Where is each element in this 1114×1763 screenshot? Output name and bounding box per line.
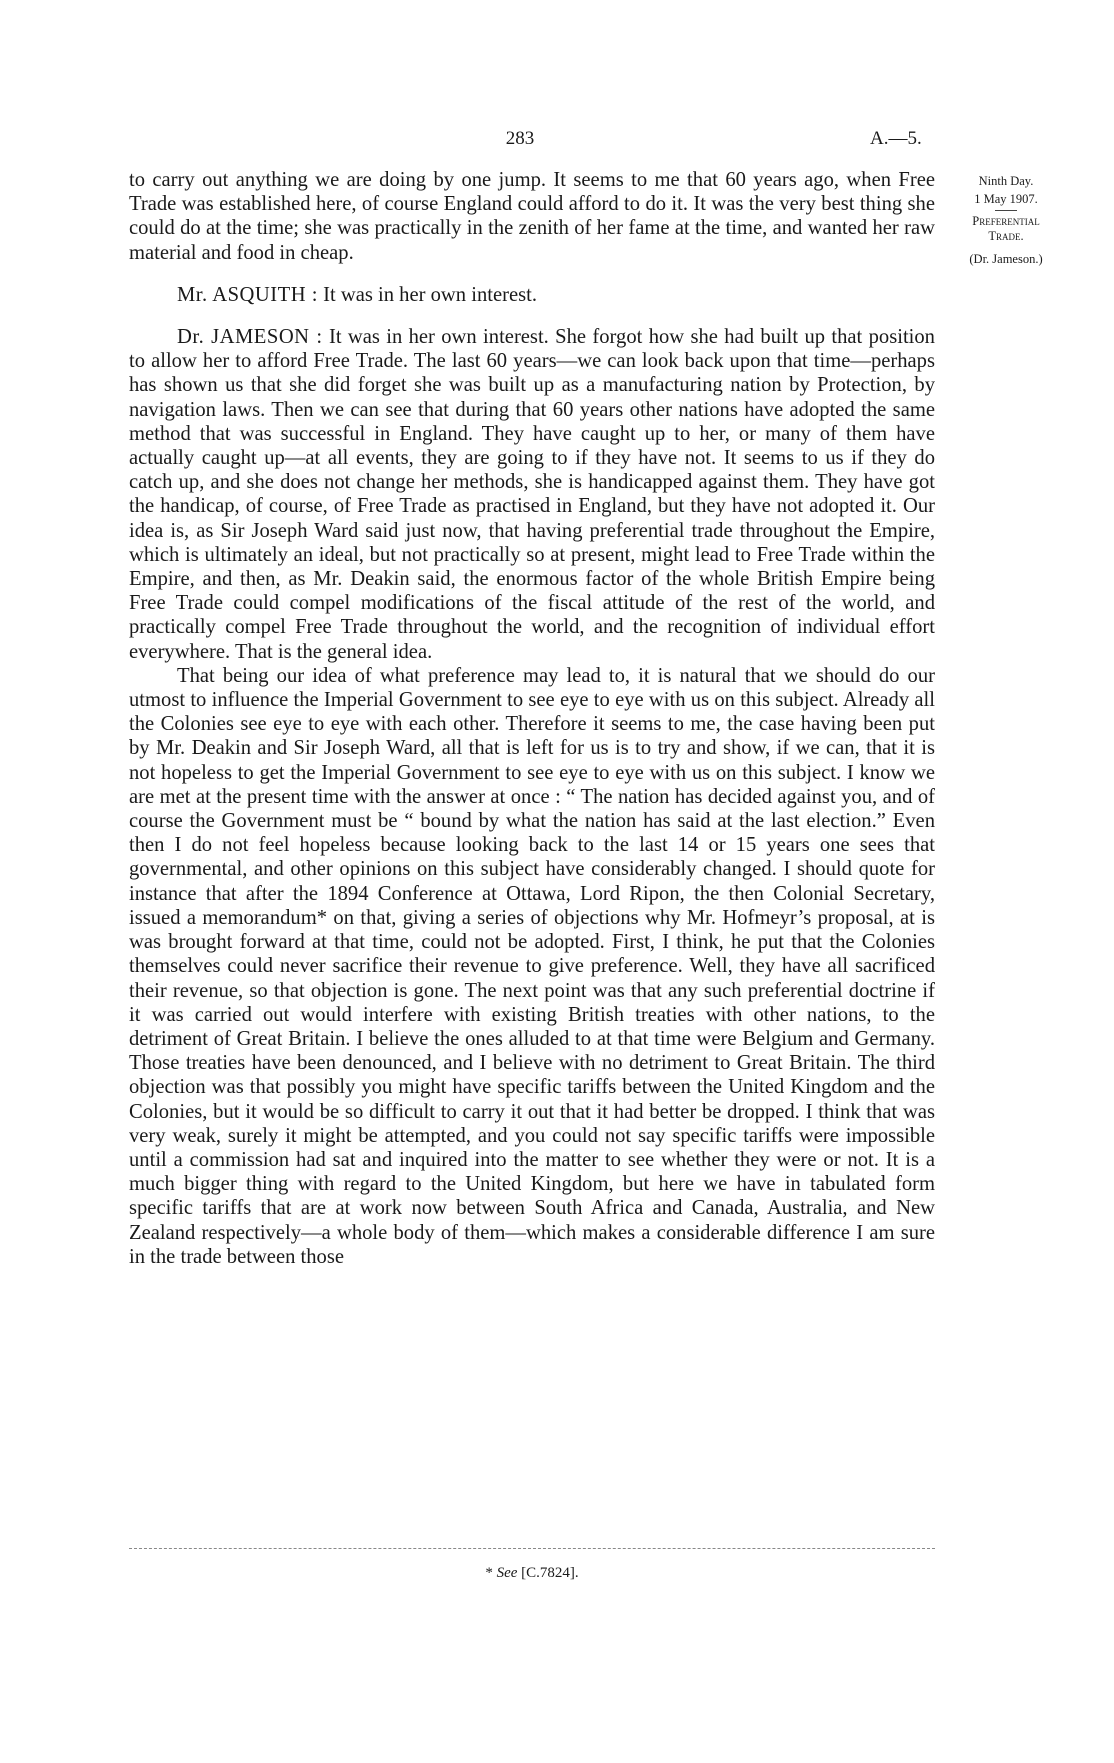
speech-text: It was in her own interest. She forgot how she had built up that position to allow her to afford Free Trade. The last 60 years—we can look back upon that time—perhaps has shown us that she did forget she was built up as a manufacturing nation by Protection, by navigation laws. Then we can see that during that 60 years other nations have adopted the same method that was successful in England. They have caught up to her, or many of them have actually caught up—at all events, they are going to if they have not. It seems to us if they do catch up, and she does not change her methods, she is handicapped against them. They have got the handicap, of course, of Free Trade as practised in England, but they have not adopted it. Our idea is, as Sir Joseph Ward said just now, that having preferential trade throughout the Empire, which is ultimately an ideal, but not practically so at present, might lead to Free Trade within the Empire, and then, as Mr. Deakin said, the enormous factor of the whole British Empire being Free Trade could compel modifications of the fiscal attitude of the rest of the world, and practically compel Free Trade throughout the world, and the recognition of individual effort everywhere. That is the general idea. bbox=[129, 326, 935, 663]
margin-note-subject-line1: Preferential bbox=[972, 214, 1040, 228]
margin-note-date: 1 May 1907. bbox=[974, 192, 1038, 206]
speaker-name: Dr. JAMESON : bbox=[177, 326, 323, 349]
document-reference: A.—5. bbox=[870, 128, 922, 149]
page-number: 283 bbox=[505, 128, 535, 149]
footnote-marker: * bbox=[485, 1565, 493, 1581]
margin-note-subject-line2: Trade. bbox=[988, 229, 1024, 243]
footnote-see: See bbox=[496, 1565, 518, 1581]
margin-note-divider bbox=[995, 210, 1017, 211]
paragraph-continuation: to carry out anything we are doing by one jump. It seems to me that 60 years ago, when Free Trade was established here, of course England could afford to do it. It was the very best thing she could do at the time; she was practically in the zenith of her fame at the time, and wanted her raw material and food in cheap. bbox=[129, 169, 935, 264]
margin-note-speaker: (Dr. Jameson.) bbox=[969, 252, 1043, 266]
footnote-divider bbox=[129, 1548, 935, 1549]
paragraph-asquith bbox=[129, 283, 935, 307]
speech-text: It was in her own interest. bbox=[323, 283, 538, 306]
paragraph-preference: That being our idea of what preference may lead to, it is natural that we should do our utmost to influence the Imperial Government to see eye to eye with us on this subject. Already all the Colonies see eye to eye with each other. Therefore it seems to me, the case having been put by Mr. Deakin and Sir Joseph Ward, all that is left for us is to try and show, if we can, that it is not hopeless to get the Imperial Government to see eye to eye with us on this subject. I know we are met at the present time with the answer at once : “ The nation has decided against you, and of course the Government must be “ bound by what the nation has said at the last election.” Even then I do not feel hopeless because looking back to the last 14 or 15 years one sees that governmental, and other opinions on this subject have considerably changed. I should quote for instance that after the 1894 Conference at Ottawa, Lord Ripon, the then Colonial Secretary, issued a memorandum* on that, giving a series of objections why Mr. Hofmeyr’s proposal, at is was brought forward at that time, could not be adopted. First, I think, he put that the Colonies themselves could never sacrifice their revenue to give preference. Well, they have all sacrificed their revenue, so that objection is gone. The next point was that any such preferential doctrine if it was carried out would interfere with existing British treaties with other nations, to the detriment of Great Britain. I believe the ones alluded to at that time were Belgium and Germany. Those treaties have been denounced, and I believe with no detriment to Great Britain. The third objection was that possibly you might have specific tariffs between the United Kingdom and the Colonies, but it would be so difficult to carry it out that it had better be dropped. I think that was very weak, surely it might be attempted, and you could not say specific tariffs were impossible until a commission had sat and inquired into the matter to see whether they were or not. It is a much bigger thing with regard to the United Kingdom, but here we have in tabulated form specific tariffs that are at work now between South Africa and Canada, Australia, and New Zealand respectively—a whole body of them—which makes a considerable difference I am sure in the trade between those bbox=[129, 664, 935, 1268]
margin-note bbox=[944, 172, 1068, 268]
footnote-reference: [C.7824]. bbox=[521, 1565, 579, 1581]
paragraph-jameson bbox=[129, 325, 935, 664]
speaker-name: Mr. ASQUITH : bbox=[177, 283, 318, 306]
margin-note-day: Ninth Day. bbox=[978, 174, 1034, 188]
footnote bbox=[129, 1565, 935, 1582]
main-text bbox=[129, 168, 935, 1269]
